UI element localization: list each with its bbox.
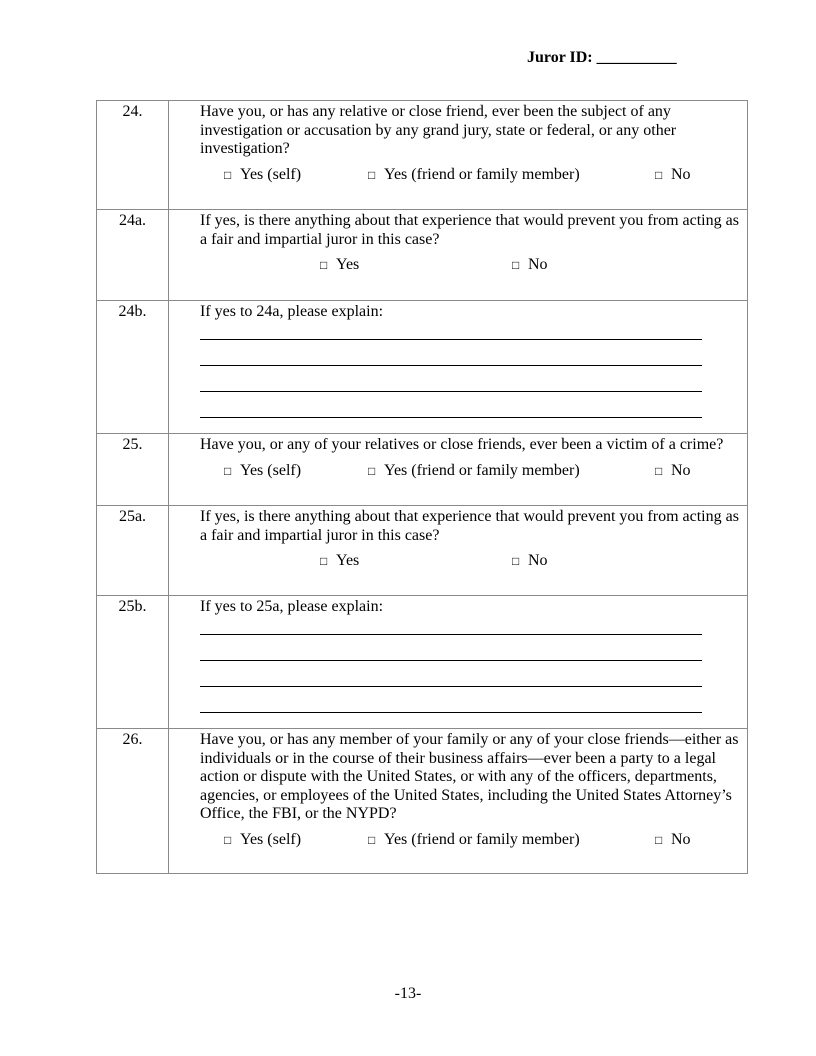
option-no[interactable] <box>655 831 691 850</box>
question-row-24a <box>97 210 748 301</box>
option-label: Yes <box>336 256 360 273</box>
checkbox-icon[interactable]: □ <box>224 167 232 182</box>
page-number: -13- <box>394 985 422 1002</box>
checkbox-icon[interactable]: □ <box>655 463 663 478</box>
question-row-24 <box>97 101 748 210</box>
checkbox-icon[interactable]: □ <box>368 167 376 182</box>
options-row <box>200 256 739 280</box>
option-yes-friend-family[interactable] <box>368 166 580 185</box>
question-row-25b <box>97 596 748 729</box>
option-yes-friend-family[interactable] <box>368 462 580 481</box>
option-label: Yes (friend or family member) <box>384 461 580 479</box>
question-text: If yes to 24a, please explain: <box>200 303 384 320</box>
juror-id-label: Juror ID: __________ <box>527 49 677 66</box>
question-text: If yes, is there anything about that experience that would prevent you from acting as a fair and impartial juror in this case? <box>200 508 739 544</box>
options-row <box>200 552 739 576</box>
option-no[interactable] <box>655 166 691 185</box>
option-yes-self[interactable] <box>224 831 301 850</box>
option-label: Yes <box>336 552 360 569</box>
options-row <box>200 462 739 486</box>
answer-line[interactable] <box>200 635 702 661</box>
option-label: No <box>528 552 548 569</box>
option-label: No <box>671 830 691 848</box>
checkbox-icon[interactable]: □ <box>224 463 232 478</box>
answer-line[interactable] <box>200 366 702 392</box>
option-label: Yes (friend or family member) <box>384 830 580 848</box>
answer-lines <box>200 609 739 713</box>
question-number: 26. <box>97 729 169 874</box>
option-label: Yes (self) <box>240 461 302 479</box>
question-cell <box>169 210 748 301</box>
checkbox-icon[interactable]: □ <box>368 832 376 847</box>
questionnaire-table <box>96 100 748 874</box>
answer-lines <box>200 314 739 418</box>
option-yes-self[interactable] <box>224 462 301 481</box>
option-label: Yes (friend or family member) <box>384 165 580 183</box>
question-row-24b <box>97 301 748 434</box>
question-cell <box>169 101 748 210</box>
question-number: 25. <box>97 434 169 506</box>
option-no[interactable] <box>655 462 691 481</box>
options-row <box>200 166 739 190</box>
option-no[interactable] <box>512 256 548 275</box>
checkbox-icon[interactable]: □ <box>655 832 663 847</box>
option-label: No <box>671 165 691 183</box>
option-label: Yes (self) <box>240 165 302 183</box>
option-no[interactable] <box>512 552 548 571</box>
checkbox-icon[interactable]: □ <box>368 463 376 478</box>
question-text: If yes to 25a, please explain: <box>200 598 384 615</box>
option-yes[interactable] <box>320 552 359 571</box>
question-cell <box>169 301 748 434</box>
question-cell <box>169 506 748 596</box>
checkbox-icon[interactable]: □ <box>224 832 232 847</box>
question-text: Have you, or has any relative or close friend, ever been the subject of any investigation or accusation by any grand jury, state or federal, or any other investigation? <box>200 103 677 157</box>
option-yes-friend-family[interactable] <box>368 831 580 850</box>
question-number: 24b. <box>97 301 169 434</box>
question-number: 24. <box>97 101 169 210</box>
option-yes[interactable] <box>320 256 359 275</box>
question-number: 24a. <box>97 210 169 301</box>
checkbox-icon[interactable]: □ <box>512 258 520 272</box>
checkbox-icon[interactable]: □ <box>320 258 328 272</box>
question-cell <box>169 434 748 506</box>
checkbox-icon[interactable]: □ <box>512 554 520 568</box>
checkbox-icon[interactable]: □ <box>320 554 328 568</box>
answer-line[interactable] <box>200 687 702 713</box>
question-row-25a <box>97 506 748 596</box>
options-row <box>200 831 739 855</box>
answer-line[interactable] <box>200 661 702 687</box>
question-row-25 <box>97 434 748 506</box>
option-yes-self[interactable] <box>224 166 301 185</box>
answer-line[interactable] <box>200 392 702 418</box>
option-label: No <box>671 461 691 479</box>
question-number: 25b. <box>97 596 169 729</box>
question-text: If yes, is there anything about that experience that would prevent you from acting as a fair and impartial juror in this case? <box>200 212 739 248</box>
question-text: Have you, or has any member of your family or any of your close friends—either as individuals or in the course of their business affairs—ever been a party to a legal action or dispute with the United States, or with any of the officers, departments, agencies, or employees of the United States, including the United States Attorney’s Office, the FBI, or the NYPD? <box>200 731 739 822</box>
question-cell <box>169 596 748 729</box>
checkbox-icon[interactable]: □ <box>655 167 663 182</box>
option-label: No <box>528 256 548 273</box>
question-cell <box>169 729 748 874</box>
question-text: Have you, or any of your relatives or close friends, ever been a victim of a crime? <box>200 436 724 453</box>
question-number: 25a. <box>97 506 169 596</box>
question-row-26 <box>97 729 748 874</box>
answer-line[interactable] <box>200 340 702 366</box>
option-label: Yes (self) <box>240 830 302 848</box>
